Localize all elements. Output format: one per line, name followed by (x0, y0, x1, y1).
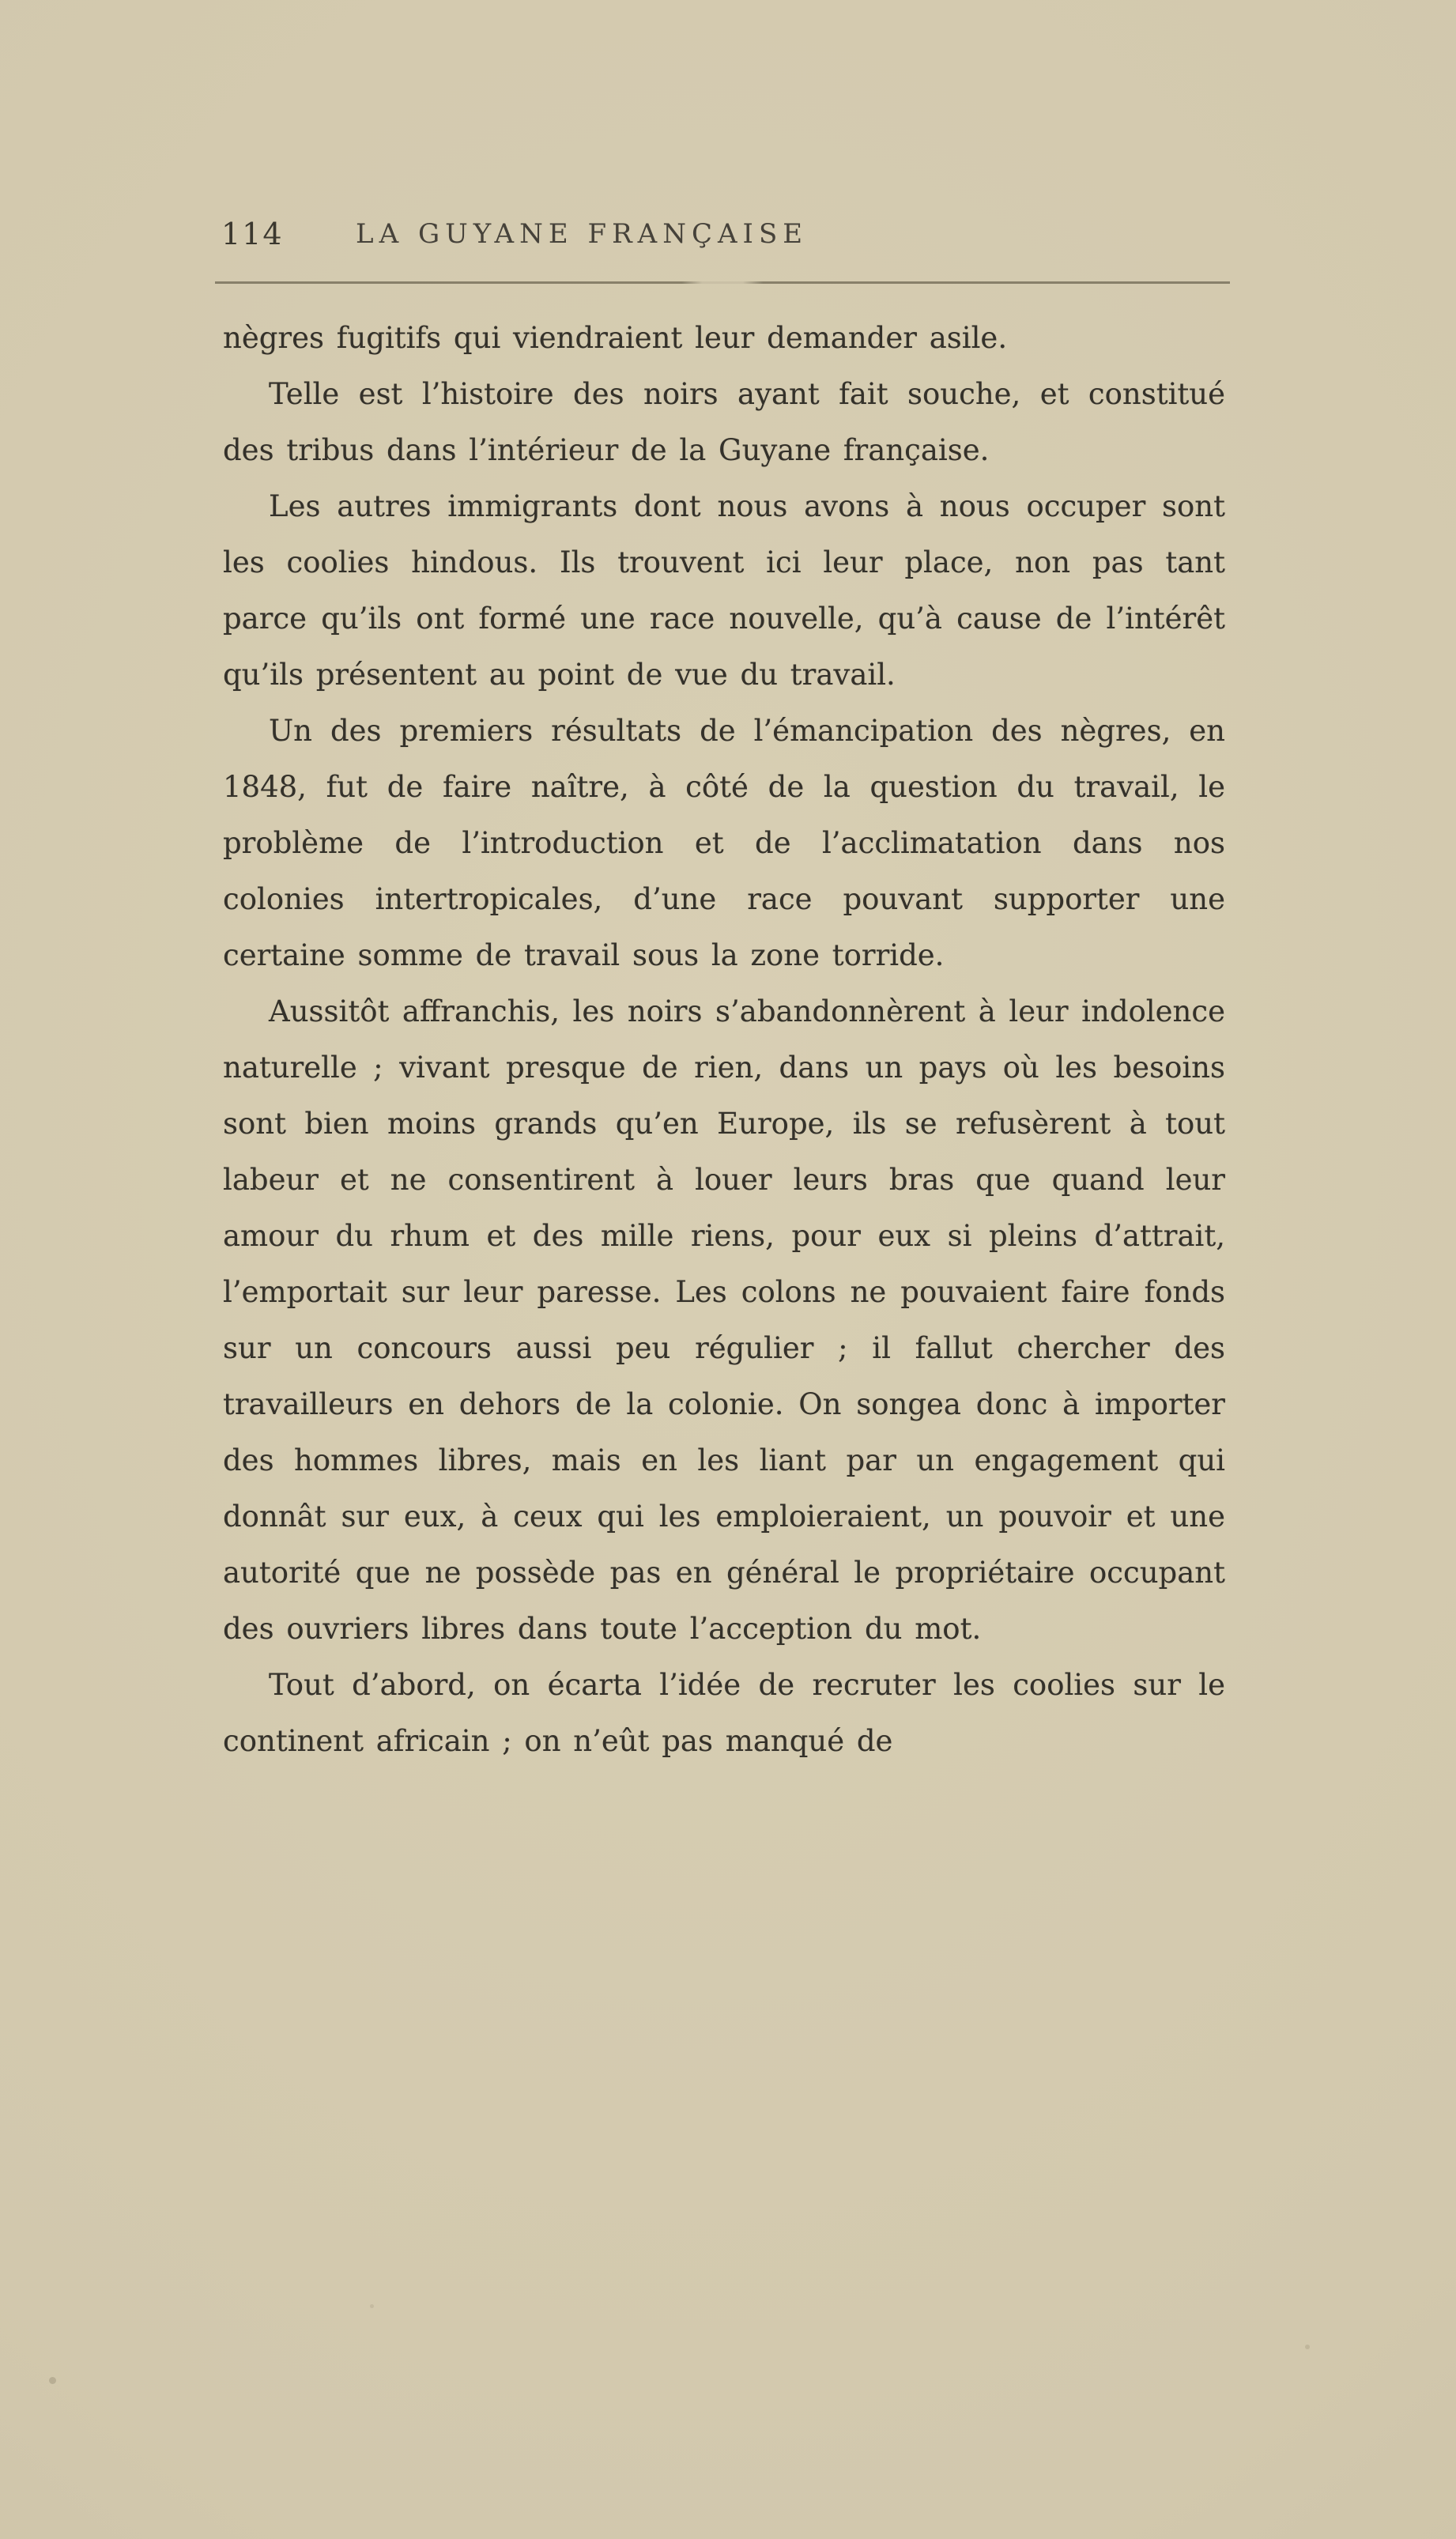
paragraph: Tout d’abord, on écarta l’idée de recruter les coolies sur le continent africain ; on n’eût pas manqué de (223, 1668, 1225, 1758)
running-title: LA GUYANE FRANÇAISE (356, 218, 809, 250)
page-body (223, 310, 1225, 1769)
paragraph: Telle est l’histoire des noirs ayant fait souche, et constitué des tribus dans l’intérieur de la Guyane française. (223, 377, 1225, 467)
paragraph: Aussitôt affranchis, les noirs s’abandonnèrent à leur indolence naturelle ; vivant presque de rien, dans un pays où les besoins sont bien moins grands qu’en Europe, ils se refusèrent à tout labeur et ne consentirent à louer leurs bras que quand leur amour du rhum et des mille riens, pour eux si pleins d’attrait, l’emportait sur leur paresse. Les colons ne pouvaient faire fonds sur un concours aussi peu régulier ; il fallut chercher des travailleurs en dehors de la colonie. On songea donc à importer des hommes libres, mais en les liant par un engagement qui donnât sur eux, à ceux qui les emploieraient, un pouvoir et une autorité que ne possède pas en général le propriétaire occupant des ouvriers libres dans toute l’acception du mot. (223, 994, 1225, 1646)
scan-speck (49, 2377, 56, 2384)
scan-speck (1305, 2345, 1310, 2349)
paragraph: Un des premiers résultats de l’émancipation des nègres, en 1848, fut de faire naître, à côté de la question du travail, le problème de l’introduction et de l’acclimatation dans nos colonies intertropicales, d’une race pouvant supporter une certaine somme de travail sous la zone torride. (223, 714, 1225, 972)
scan-speck (370, 2304, 374, 2308)
paragraph: nègres fugitifs qui viendraient leur demander asile. (223, 321, 1008, 355)
header-rule (215, 281, 1230, 284)
page-number: 114 (221, 217, 284, 251)
paragraph: Les autres immigrants dont nous avons à nous occuper sont les coolies hindous. Ils trouvent ici leur place, non pas tant parce qu’ils ont formé une race nouvelle, qu’à cause de l’intérêt qu’ils présentent au point de vue du travail. (223, 489, 1225, 692)
page-header (221, 212, 1224, 259)
